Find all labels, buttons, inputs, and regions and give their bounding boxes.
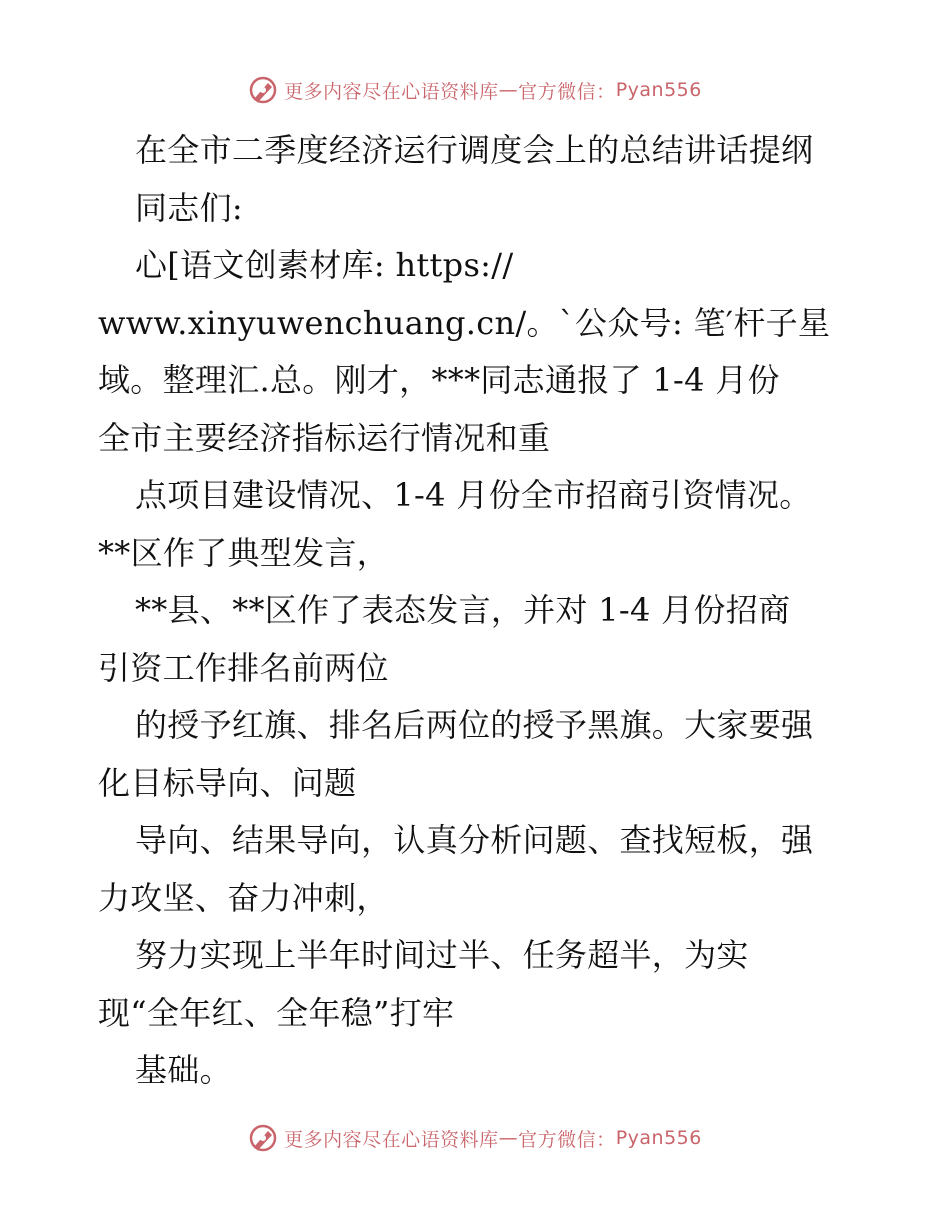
header-watermark-banner — [0, 70, 950, 110]
text-line: **县、**区作了表态发言，并对 1-4 月份招商 — [135, 591, 791, 629]
banner-site-text: 更多内容尽在心语资料库 — [284, 1128, 499, 1151]
text-line: 现“全年红、全年稳”打牢 — [98, 993, 455, 1032]
text-line: 引资工作排名前两位 — [98, 648, 389, 687]
footer-watermark-banner — [0, 1118, 950, 1158]
document-body — [98, 122, 858, 1100]
banner-wechat-id: Pyan556 — [615, 1127, 702, 1149]
text-line: **区作了典型发言， — [98, 533, 390, 572]
text-line: 化目标导向、问题 — [98, 763, 357, 802]
salutation: 同志们: — [135, 188, 243, 227]
banner-dash: — — [498, 79, 519, 101]
text-line: 心[语文创素材库: https:// — [135, 246, 514, 284]
text-line: 全市主要经济指标运行情况和重 — [98, 418, 551, 457]
banner-wechat-label: 官方微信： — [518, 1128, 616, 1151]
banner-dash: — — [498, 1127, 519, 1149]
pen-logo-icon — [248, 1123, 278, 1153]
pen-logo-icon — [248, 75, 278, 105]
text-line: www.xinyuwenchuang.cn/。`公众号: 笔′杆子星 — [98, 303, 831, 342]
text-line: 努力实现上半年时间过半、任务超半，为实 — [135, 936, 749, 974]
banner-wechat-label: 官方微信： — [518, 80, 616, 103]
banner-wechat-id: Pyan556 — [615, 79, 702, 101]
text-line: 力攻坚、奋力冲刺， — [98, 878, 389, 917]
text-line: 基础。 — [135, 1051, 232, 1089]
document-title: 在全市二季度经济运行调度会上的总结讲话提纲 — [135, 131, 814, 169]
text-line: 域。整理汇.总。刚才，***同志通报了 1-4 月份 — [98, 361, 780, 399]
text-line: 的授予红旗、排名后两位的授予黑旗。大家要强 — [135, 706, 814, 744]
text-line: 点项目建设情况、1-4 月份全市招商引资情况。 — [135, 476, 812, 514]
text-line: 导向、结果导向，认真分析问题、查找短板，强 — [135, 821, 814, 859]
banner-site-text: 更多内容尽在心语资料库 — [284, 80, 499, 103]
